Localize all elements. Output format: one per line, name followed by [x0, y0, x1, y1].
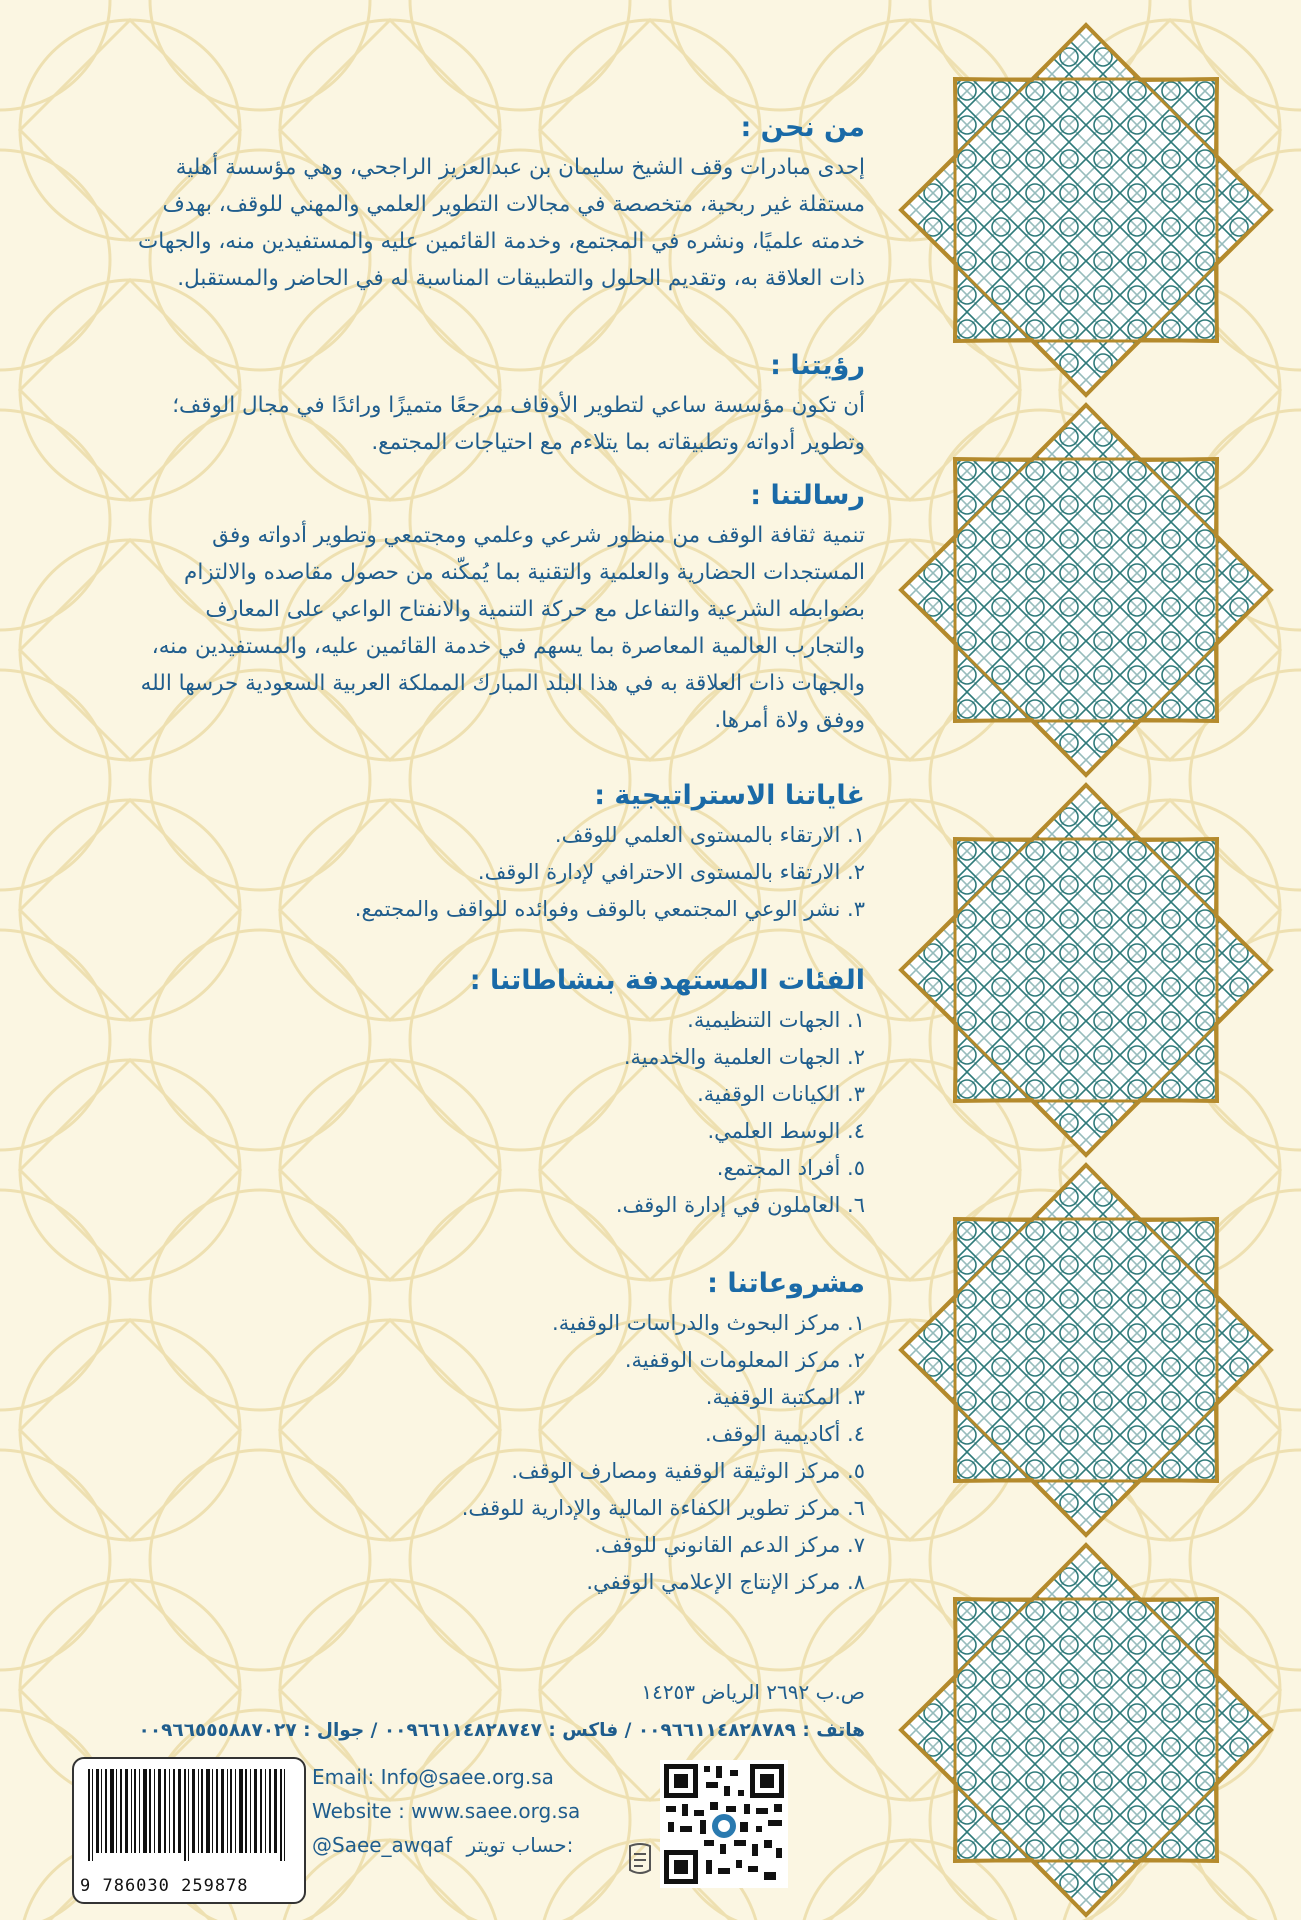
about-line-4: ذات العلاقة به، وتقديم الحلول والتطبيقات المناسبة له في الحاضر والمستقبل. [177, 266, 865, 291]
email-link[interactable]: Email: Info@saee.org.sa [312, 1765, 554, 1789]
mission-section [70, 480, 865, 739]
saee-logo-icon [625, 1840, 655, 1880]
goals-section [70, 780, 865, 928]
projects-section [70, 1268, 865, 1601]
about-section [70, 112, 865, 297]
projects-heading: مشروعاتنا : [707, 1268, 865, 1299]
vision-section [70, 350, 865, 461]
mission-line-2: المستجدات الحضارية والعلمية والتقنية بما يُمكّنه من حصول مقاصده والالتزام [184, 560, 865, 585]
list-item: ٢. مركز المعلومات الوقفية. [624, 1348, 865, 1372]
star-ornament-3 [901, 785, 1272, 1156]
list-item: ١. الجهات التنظيمية. [687, 1008, 865, 1032]
star-ornament-5 [901, 1545, 1272, 1916]
about-line-3: خدمته علميًا، ونشره في المجتمع، وخدمة القائمين عليه والمستفيدين منه، والجهات [138, 229, 865, 254]
targets-list [70, 1002, 865, 1224]
star-ornament-2 [901, 405, 1272, 776]
about-heading: من نحن : [740, 112, 865, 143]
list-item: ٣. المكتبة الوقفية. [705, 1385, 865, 1409]
goals-list [70, 817, 865, 928]
twitter-label: حساب تويتر: [466, 1833, 574, 1857]
targets-section [70, 965, 865, 1224]
list-item: ٣. نشر الوعي المجتمعي بالوقف وفوائده للواقف والمجتمع. [354, 897, 865, 921]
phone-numbers: هاتف : ٠٠٩٦٦١١٤٨٢٨٧٨٩ / فاكس : ٠٠٩٦٦١١٤٨٢٨٧٤٧ / جوال : ٠٠٩٦٦٥٥٥٨٨٧٠٢٧ [138, 1720, 865, 1741]
targets-heading: الفئات المستهدفة بنشاطاتنا : [469, 965, 865, 996]
mission-heading: رسالتنا : [750, 480, 865, 511]
list-item: ٢. الجهات العلمية والخدمية. [623, 1045, 865, 1069]
mission-line-5: والجهات ذات العلاقة به في هذا البلد المبارك المملكة العربية السعودية حرسها الله [140, 671, 865, 696]
about-line-2: مستقلة غير ربحية، متخصصة في مجالات التطوير العلمي والمهني للوقف، بهدف [162, 192, 865, 217]
about-line-1: إحدى مبادرات وقف الشيخ سليمان بن عبدالعزيز الراجحي، وهي مؤسسة أهلية [175, 155, 865, 180]
isbn-number: 9 786030 259878 [80, 1876, 249, 1896]
mission-line-3: بضوابطه الشرعية والتفاعل مع حركة التنمية والانفتاح الواعي على المعارف [205, 597, 865, 622]
list-item: ٣. الكيانات الوقفية. [697, 1082, 865, 1106]
qr-code-icon[interactable] [660, 1760, 788, 1888]
projects-list [70, 1305, 865, 1601]
list-item: ٨. مركز الإنتاج الإعلامي الوقفي. [586, 1570, 865, 1594]
list-item: ٦. مركز تطوير الكفاءة المالية والإدارية للوقف. [461, 1496, 865, 1520]
star-ornament-4 [901, 1165, 1272, 1536]
po-box: ص.ب ٢٦٩٢ الرياض ١٤٢٥٣ [641, 1680, 865, 1704]
contact-links [312, 1760, 612, 1862]
star-ornament-column [880, 0, 1301, 1920]
vision-line-2: وتطوير أدواته وتطبيقاته بما يتلاءم مع احتياجات المجتمع. [371, 430, 865, 455]
list-item: ١. الارتقاء بالمستوى العلمي للوقف. [554, 823, 865, 847]
vision-heading: رؤيتنا : [770, 350, 865, 381]
list-item: ١. مركز البحوث والدراسات الوقفية. [552, 1311, 865, 1335]
website-link[interactable]: Website : www.saee.org.sa [312, 1799, 581, 1823]
list-item: ٤. الوسط العلمي. [707, 1119, 865, 1143]
list-item: ٤. أكاديمية الوقف. [704, 1422, 865, 1446]
list-item: ٢. الارتقاء بالمستوى الاحترافي لإدارة الوقف. [477, 860, 865, 884]
barcode-icon [74, 1759, 304, 1864]
twitter-handle[interactable]: @Saee_awqaf [312, 1833, 453, 1857]
twitter-row [312, 1828, 612, 1862]
list-item: ٧. مركز الدعم القانوني للوقف. [594, 1533, 865, 1557]
list-item: ٦. العاملون في إدارة الوقف. [615, 1193, 865, 1217]
list-item: ٥. مركز الوثيقة الوقفية ومصارف الوقف. [511, 1459, 865, 1483]
mission-line-6: ووفق ولاة أمرها. [714, 708, 865, 733]
list-item: ٥. أفراد المجتمع. [716, 1156, 865, 1180]
mission-line-1: تنمية ثقافة الوقف من منظور شرعي وعلمي ومجتمعي وتطوير أدواته وفق [212, 523, 865, 548]
mission-line-4: والتجارب العالمية المعاصرة بما يسهم في خدمة القائمين عليه، والمستفيدين منه، [151, 634, 865, 659]
star-ornament-1 [901, 25, 1272, 396]
vision-line-1: أن تكون مؤسسة ساعي لتطوير الأوقاف مرجعًا متميزًا ورائدًا في مجال الوقف؛ [172, 393, 865, 418]
isbn-barcode [72, 1757, 306, 1904]
goals-heading: غاياتنا الاستراتيجية : [594, 780, 865, 811]
